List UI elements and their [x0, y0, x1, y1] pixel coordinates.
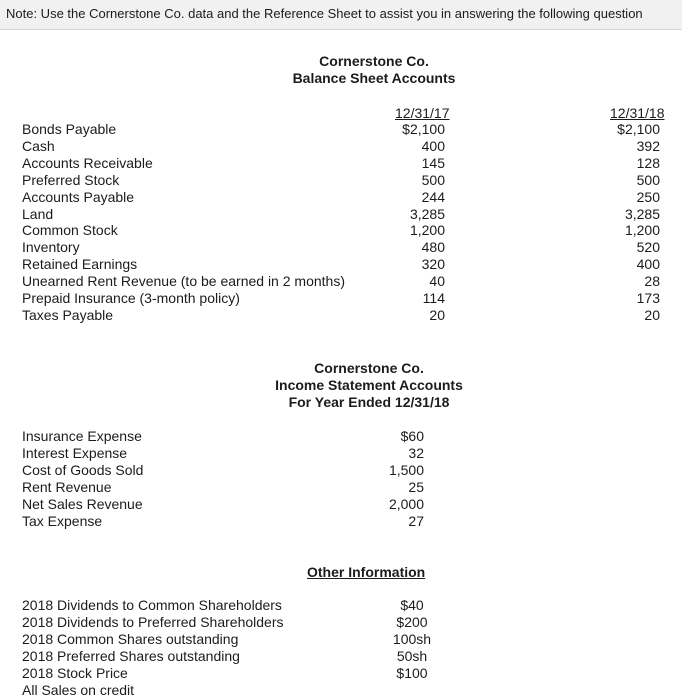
bs-col1-value: 320: [421, 256, 445, 273]
bs-col2-value: 1,200: [624, 222, 660, 239]
bs-col2-value: 392: [636, 137, 660, 154]
is-value: 32: [408, 444, 424, 461]
is-account: Cost of Goods Sold: [22, 461, 144, 478]
balance-sheet-company: Cornerstone Co.: [319, 53, 429, 69]
other-info-value: $200: [396, 613, 428, 630]
bs-col2-value: 500: [636, 171, 660, 188]
bs-account: Taxes Payable: [22, 306, 114, 323]
other-info-list: [22, 597, 284, 698]
is-value: $60: [400, 428, 424, 444]
bs-col1-value: 114: [422, 290, 445, 307]
is-value: 1,500: [388, 461, 424, 478]
other-info-title: Other Information: [307, 564, 426, 580]
bs-col2-value: 250: [636, 188, 660, 205]
other-info-value: 100sh: [392, 630, 432, 647]
other-info-values: [388, 597, 436, 682]
other-info-item: 2018 Dividends to Common Shareholders: [22, 597, 282, 613]
other-info-value: 50sh: [396, 647, 428, 664]
bs-col1-value: 1,200: [409, 222, 445, 239]
income-statement-title: [240, 360, 498, 411]
note-text: Note: Use the Cornerstone Co. data and the Reference Sheet to assist you in answering the following question: [6, 6, 643, 21]
is-account-list: [22, 428, 143, 529]
bs-col1-value: 145: [421, 154, 445, 171]
is-account: Interest Expense: [22, 444, 128, 461]
bs-account: Cash: [22, 137, 55, 154]
other-info-item: 2018 Stock Price: [22, 664, 128, 681]
bs-account: Inventory: [22, 239, 80, 256]
bs-col1-value: 480: [421, 239, 445, 256]
bs-col1-value: 244: [421, 188, 445, 205]
bs-col2-value: 520: [636, 239, 660, 256]
bs-col2-header: 12/31/18: [610, 105, 665, 121]
is-account: Rent Revenue: [22, 478, 112, 495]
bs-account: Accounts Payable: [22, 188, 135, 205]
bs-col2-value: 3,285: [624, 205, 660, 222]
bs-col2-values: [605, 121, 660, 324]
other-info-value: $100: [396, 664, 428, 681]
is-account: Tax Expense: [22, 512, 103, 529]
is-value: 2,000: [388, 495, 424, 512]
bs-account: Retained Earnings: [22, 256, 138, 273]
bs-col1-value: 3,285: [409, 205, 445, 222]
bs-account: Prepaid Insurance (3-month policy): [22, 290, 240, 307]
bs-col2-value: 400: [636, 256, 660, 273]
bs-col2-value: 20: [644, 306, 660, 323]
balance-sheet-title: [230, 53, 518, 87]
is-value: 27: [408, 512, 424, 529]
bs-col1-header: 12/31/17: [395, 105, 450, 121]
is-value: 25: [408, 478, 424, 495]
other-info-item: 2018 Preferred Shares outstanding: [22, 647, 240, 664]
income-statement-subtitle: Income Statement Accounts: [275, 377, 463, 393]
bs-account: Land: [22, 205, 54, 222]
bs-col1-value: 500: [421, 171, 445, 188]
bs-account: Common Stock: [22, 222, 118, 239]
bs-account: Accounts Receivable: [22, 154, 153, 171]
is-account: Net Sales Revenue: [22, 495, 143, 512]
bs-account-list: [22, 121, 345, 324]
bs-col1-values: [390, 121, 445, 324]
bs-col2-value: $2,100: [617, 121, 660, 137]
income-statement-period: For Year Ended 12/31/18: [288, 394, 450, 410]
income-statement-company: Cornerstone Co.: [314, 360, 424, 376]
other-info-value: $40: [400, 597, 424, 613]
bs-col2-value: 28: [644, 273, 660, 290]
bs-col2-value: 128: [636, 154, 660, 171]
is-values: [380, 428, 424, 529]
bs-col1-value: 40: [429, 273, 445, 290]
other-info-item: 2018 Dividends to Preferred Shareholders: [22, 613, 284, 630]
bs-col1-value: $2,100: [402, 121, 445, 137]
bs-account: Preferred Stock: [22, 171, 120, 188]
is-account: Insurance Expense: [22, 428, 142, 444]
bs-col2-value: 173: [636, 290, 660, 307]
bs-col1-value: 20: [429, 306, 445, 323]
bs-col1-value: 400: [421, 137, 445, 154]
bs-account: Unearned Rent Revenue (to be earned in 2 months): [22, 273, 345, 290]
note-bar: [0, 0, 682, 30]
other-info-item: All Sales on credit: [22, 681, 135, 698]
balance-sheet-subtitle: Balance Sheet Accounts: [292, 70, 456, 86]
bs-account: Bonds Payable: [22, 121, 117, 137]
other-info-item: 2018 Common Shares outstanding: [22, 630, 239, 647]
